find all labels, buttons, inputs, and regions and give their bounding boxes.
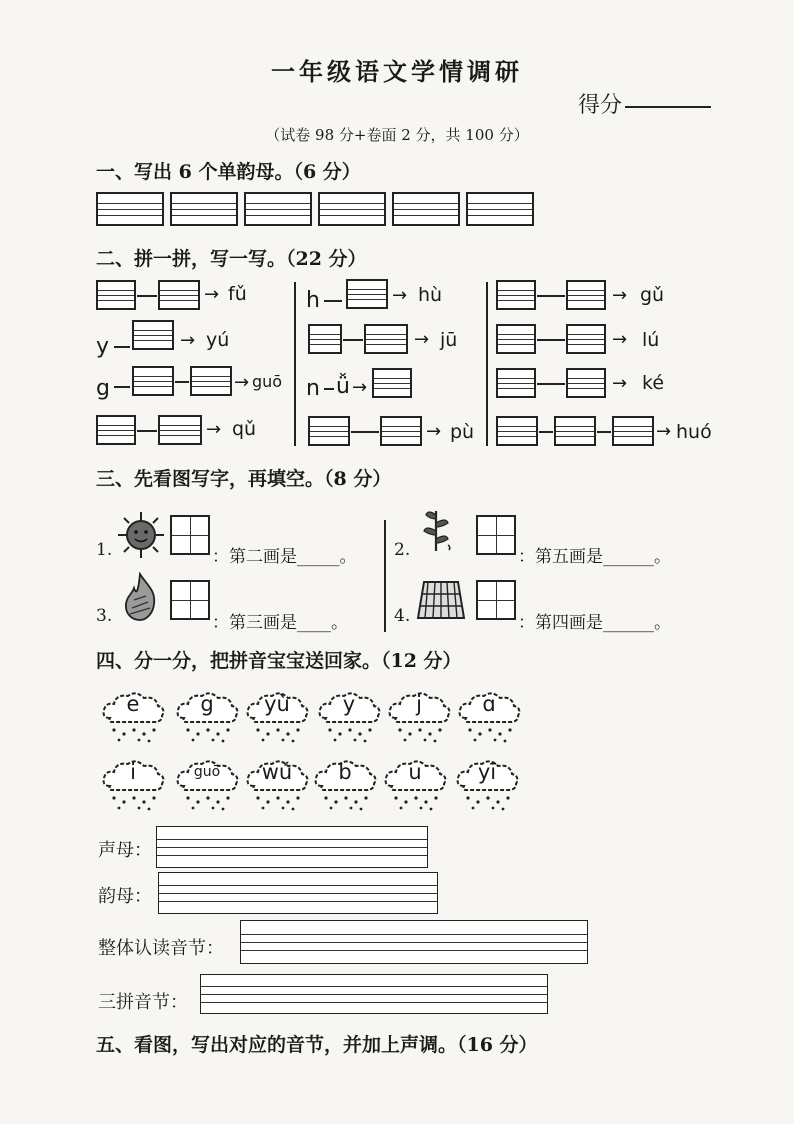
item-number: 2. — [394, 540, 411, 560]
pinyin-target: qǔ — [232, 418, 257, 440]
section-1-heading: 一、写出 6 个单韵母。（6 分） — [96, 161, 361, 183]
pinyin-grid[interactable] — [372, 368, 412, 398]
pinyin-target: guō — [252, 372, 283, 391]
tianzi-grid[interactable] — [170, 580, 210, 620]
pinyin-cloud[interactable] — [100, 756, 166, 814]
initial-letter: h — [306, 288, 320, 313]
pinyin-grid[interactable] — [466, 192, 534, 226]
stroke-question: ：第五画是______。 — [518, 547, 671, 567]
arrow-icon: → — [414, 329, 430, 350]
tianzi-grid[interactable] — [170, 515, 210, 555]
tianzi-grid[interactable] — [476, 515, 516, 555]
pinyin-grid[interactable] — [346, 279, 388, 309]
pinyin-cloud[interactable] — [174, 756, 240, 814]
cloud-pinyin-label: j — [416, 692, 422, 716]
pinyin-target: hù — [418, 284, 443, 306]
pinyin-grid[interactable] — [566, 324, 606, 354]
connector-line — [324, 388, 334, 390]
connector-line — [537, 295, 565, 297]
connector-line — [137, 295, 157, 297]
cloud-pinyin-label: g — [200, 692, 214, 716]
cloud-pinyin-label: yù — [264, 692, 290, 716]
arrow-icon: → — [234, 372, 250, 393]
initial-letter: g — [96, 376, 110, 401]
pinyin-grid[interactable] — [612, 416, 654, 446]
pinyin-cloud[interactable] — [244, 756, 310, 814]
pinyin-grid[interactable] — [190, 366, 232, 396]
pinyin-grid[interactable] — [392, 192, 460, 226]
section-4-heading: 四、分一分，把拼音宝宝送回家。（12 分） — [96, 650, 462, 672]
pinyin-grid[interactable] — [96, 192, 164, 226]
score-note: （试卷 98 分+卷面 2 分，共 100 分） — [265, 126, 529, 144]
score-label: 得分 — [578, 93, 623, 118]
connector-line — [114, 346, 130, 348]
arrow-icon: → — [612, 329, 628, 350]
arrow-icon: → — [204, 284, 220, 305]
cloud-pinyin-label: e — [126, 692, 140, 716]
score-field[interactable] — [625, 106, 711, 108]
pinyin-target: ké — [642, 372, 665, 394]
pinyin-grid[interactable] — [132, 366, 174, 396]
sun-icon — [116, 510, 166, 560]
cloud-pinyin-label: wú — [261, 760, 293, 784]
arrow-icon: → — [612, 373, 628, 394]
cloud-pinyin-label: u — [408, 760, 422, 784]
pinyin-cloud[interactable] — [244, 688, 310, 746]
connector-line — [137, 430, 157, 432]
pinyin-target: lú — [642, 329, 660, 351]
category-whole-label: 整体认读音节： — [98, 938, 224, 959]
arrow-icon: → — [352, 377, 368, 398]
pinyin-grid[interactable] — [496, 280, 536, 310]
connector-line — [351, 431, 379, 433]
finals-answer-box[interactable] — [158, 872, 438, 914]
pinyin-grid[interactable] — [318, 192, 386, 226]
pinyin-grid[interactable] — [170, 192, 238, 226]
pinyin-target: jū — [440, 329, 458, 351]
pinyin-grid[interactable] — [566, 368, 606, 398]
pinyin-cloud[interactable] — [174, 688, 240, 746]
tianzi-grid[interactable] — [476, 580, 516, 620]
fire-icon — [120, 572, 160, 622]
connector-line — [539, 431, 553, 433]
initial-letter: y — [96, 334, 110, 359]
section-3-heading: 三、先看图写字，再填空。（8 分） — [96, 468, 392, 490]
pinyin-grid[interactable] — [566, 280, 606, 310]
pinyin-cloud[interactable] — [316, 688, 382, 746]
pinyin-grid[interactable] — [496, 416, 538, 446]
pinyin-target: huó — [676, 421, 712, 443]
pinyin-grid[interactable] — [554, 416, 596, 446]
arrow-icon: → — [656, 421, 672, 442]
column-divider — [294, 282, 296, 446]
cloud-pinyin-label: i — [130, 760, 136, 784]
category-triple-label: 三拼音节： — [98, 992, 188, 1013]
section-2-heading: 二、拼一拼，写一写。（22 分） — [96, 248, 367, 270]
pinyin-grid[interactable] — [364, 324, 408, 354]
pinyin-grid[interactable] — [496, 368, 536, 398]
column-divider — [384, 520, 386, 632]
pinyin-cloud[interactable] — [454, 756, 520, 814]
section-5-heading: 五、看图，写出对应的音节，并加上声调。（16 分） — [96, 1034, 538, 1056]
page-title: 一年级语文学情调研 — [271, 57, 523, 86]
connector-line — [324, 300, 342, 302]
pinyin-grid[interactable] — [244, 192, 312, 226]
connector-line — [343, 339, 363, 341]
final-letter: ǚ — [336, 374, 350, 399]
pinyin-target: pù — [450, 421, 475, 443]
initials-answer-box[interactable] — [156, 826, 428, 868]
pinyin-grid[interactable] — [132, 320, 174, 350]
pinyin-grid[interactable] — [380, 416, 422, 446]
pinyin-grid[interactable] — [96, 415, 136, 445]
connector-line — [537, 383, 565, 385]
field-icon — [414, 578, 468, 622]
cloud-pinyin-label: b — [338, 760, 352, 784]
arrow-icon: → — [426, 421, 442, 442]
whole-answer-box[interactable] — [240, 920, 588, 964]
connector-line — [537, 339, 565, 341]
pinyin-grid[interactable] — [158, 280, 200, 310]
pinyin-grid[interactable] — [496, 324, 536, 354]
category-finals-label: 韵母： — [98, 886, 152, 907]
arrow-icon: → — [392, 285, 408, 306]
cloud-pinyin-label: guō — [193, 764, 221, 780]
category-initials-label: 声母： — [98, 840, 152, 861]
arrow-icon: → — [612, 285, 628, 306]
pinyin-cloud[interactable] — [386, 688, 452, 746]
connector-line — [175, 381, 189, 383]
initial-letter: n — [306, 376, 320, 401]
pinyin-cloud[interactable] — [382, 756, 448, 814]
pinyin-grid[interactable] — [158, 415, 202, 445]
pinyin-target: gǔ — [640, 284, 665, 306]
connector-line — [597, 431, 611, 433]
item-number: 1. — [96, 540, 113, 560]
stroke-question: ：第二画是_____。 — [212, 547, 357, 567]
cloud-pinyin-label: y — [342, 692, 356, 716]
arrow-icon: → — [206, 419, 222, 440]
rice-plant-icon — [420, 505, 456, 555]
stroke-question: ：第三画是____。 — [212, 613, 348, 633]
stroke-question: ：第四画是______。 — [518, 613, 671, 633]
pinyin-cloud[interactable] — [312, 756, 378, 814]
triple-answer-box[interactable] — [200, 974, 548, 1014]
cloud-pinyin-label: ɑ — [482, 692, 496, 716]
pinyin-grid[interactable] — [96, 280, 136, 310]
cloud-pinyin-label: yī — [477, 760, 497, 784]
pinyin-target: fǔ — [228, 283, 247, 305]
pinyin-target: yú — [206, 329, 230, 351]
pinyin-cloud[interactable] — [100, 688, 166, 746]
connector-line — [114, 386, 130, 388]
arrow-icon: → — [180, 330, 196, 351]
pinyin-cloud[interactable] — [456, 688, 522, 746]
column-divider — [486, 282, 488, 446]
pinyin-grid[interactable] — [308, 416, 350, 446]
item-number: 4. — [394, 606, 411, 626]
pinyin-grid[interactable] — [308, 324, 342, 354]
item-number: 3. — [96, 606, 113, 626]
